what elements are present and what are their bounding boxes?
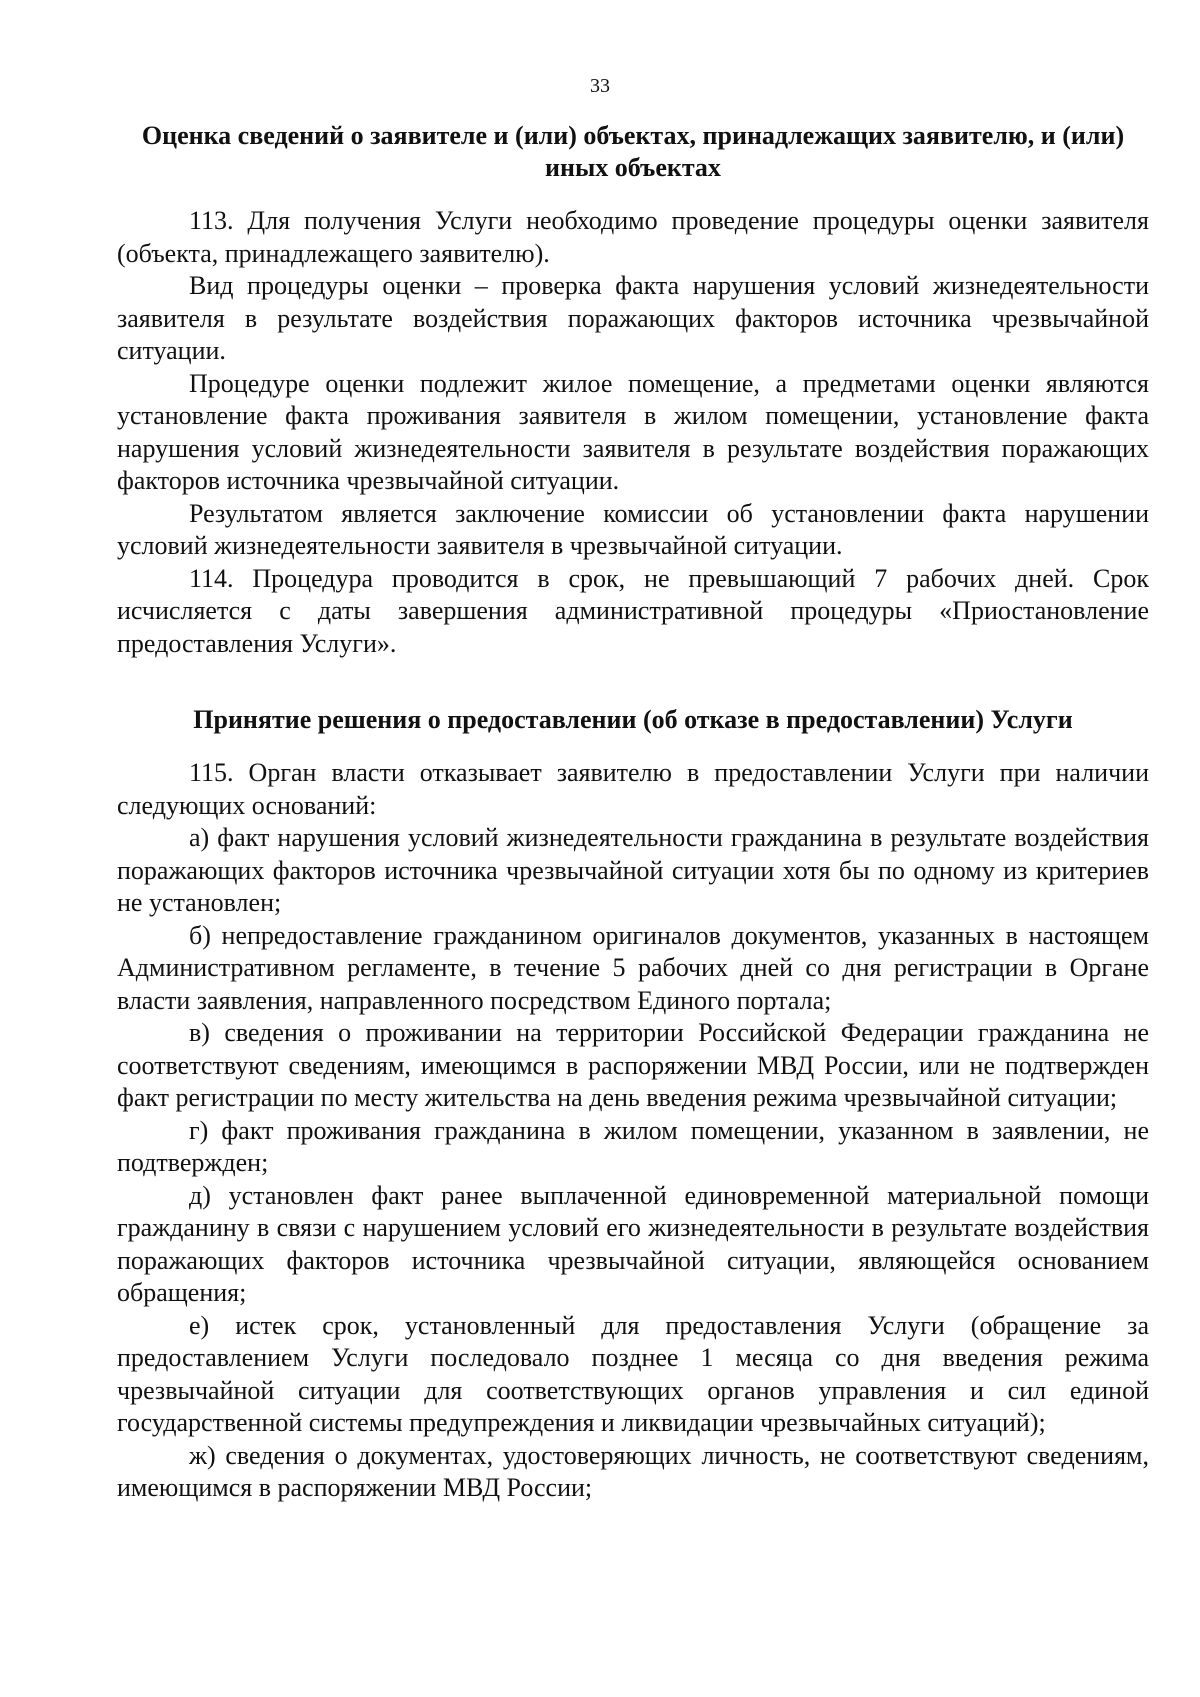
paragraph-assessment-subject: Процедуре оценки подлежит жилое помещение, а предметами оценки являются установление факта проживания заявителя в жилом помещении, установление факта нарушения условий жизнедеятельности заявителя в результате воздействия поражающих факторов источника чрезвычайной ситуации.	[117, 368, 1149, 495]
paragraph-113: 113. Для получения Услуги необходимо проведение процедуры оценки заявителя (объекта, принадлежащего заявителю).	[117, 206, 1149, 268]
section-heading-decision: Принятие решения о предоставлении (об отказе в предоставлении) Услуги	[193, 705, 1073, 734]
paragraph-procedure-type: Вид процедуры оценки – проверка факта нарушения условий жизнедеятельности заявителя в результате воздействия поражающих факторов источника чрезвычайной ситуации.	[117, 271, 1149, 365]
page-number: 33	[590, 75, 610, 97]
list-item-v: в) сведения о проживании на территории Российской Федерации гражданина не соответствуют сведениям, имеющимся в распоряжении МВД России, или не подтвержден факт регистрации по месту жительства на день введения режима чрезвычайной ситуации;	[117, 1018, 1149, 1112]
paragraph-result: Результатом является заключение комиссии об установлении факта нарушении условий жизнедеятельности заявителя в чрезвычайной ситуации.	[117, 498, 1149, 560]
list-item-g: г) факт проживания гражданина в жилом помещении, указанном в заявлении, не подтвержден;	[117, 1115, 1149, 1177]
list-item-b: б) непредоставление гражданином оригиналов документов, указанных в настоящем Административном регламенте, в течение 5 рабочих дней со дня регистрации в Органе власти заявления, направленного посредством Единого портала;	[117, 920, 1149, 1015]
paragraph-115: 115. Орган власти отказывает заявителю в предоставлении Услуги при наличии следующих оснований:	[117, 758, 1149, 820]
section-heading-assessment: Оценка сведений о заявителе и (или) объектах, принадлежащих заявителю, и (или) иных объектах	[141, 121, 1125, 182]
paragraph-114: 114. Процедура проводится в срок, не превышающий 7 рабочих дней. Срок исчисляется с даты завершения административной процедуры «Приостановление предоставления Услуги».	[117, 563, 1149, 658]
list-item-d: д) установлен факт ранее выплаченной единовременной материальной помощи гражданину в связи с нарушением условий его жизнедеятельности в результате воздействия поражающих факторов источника чрезвычайной ситуации, являющейся основанием обращения;	[117, 1180, 1149, 1307]
list-item-e: е) истек срок, установленный для предоставления Услуги (обращение за предоставлением Услуги последовало позднее 1 месяца со дня введения режима чрезвычайной ситуации для соответствующих органов управления и сил единой государственной системы предупреждения и ликвидации чрезвычайных ситуаций);	[117, 1310, 1149, 1437]
list-item-a: а) факт нарушения условий жизнедеятельности гражданина в результате воздействия поражающих факторов источника чрезвычайной ситуации хотя бы по одному из критериев не установлен;	[117, 823, 1149, 917]
list-item-zh: ж) сведения о документах, удостоверяющих личность, не соответствуют сведениям, имеющимся в распоряжении МВД России;	[117, 1440, 1149, 1502]
document-body	[117, 120, 1149, 1505]
